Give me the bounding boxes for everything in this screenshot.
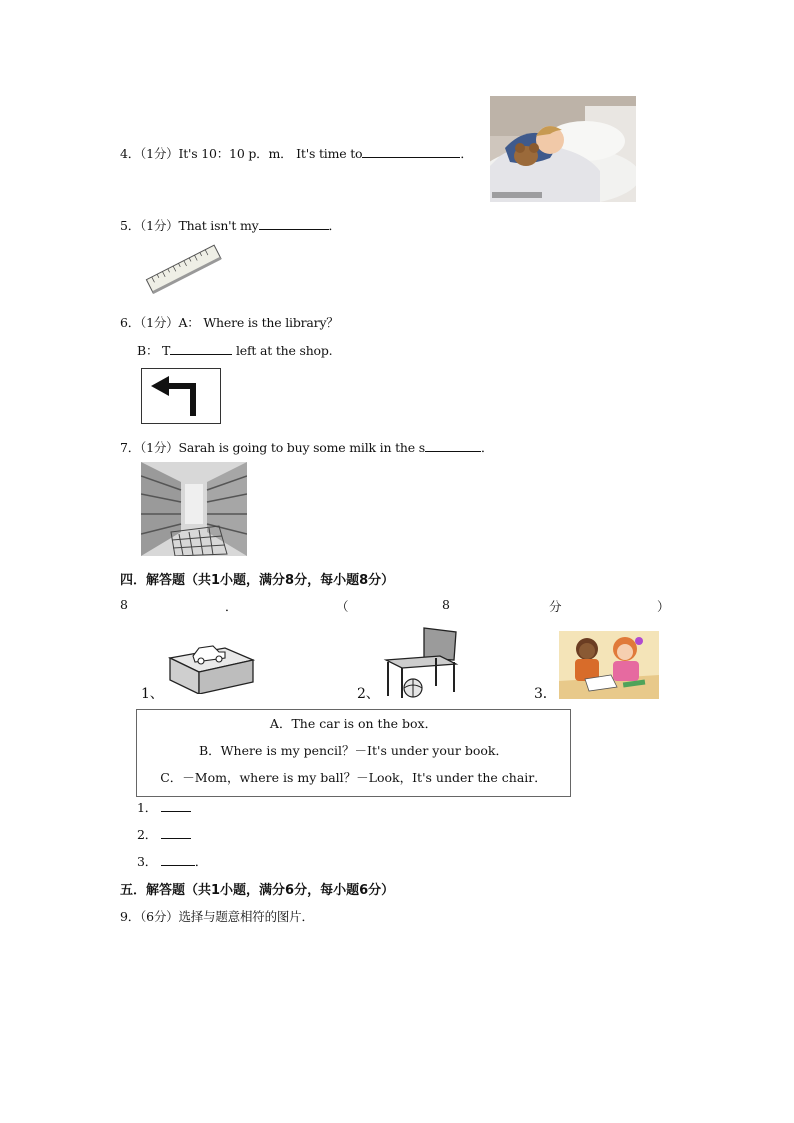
- car-on-box-image: [165, 634, 255, 694]
- question-6-b: [137, 341, 332, 359]
- question-8-score: 8: [442, 597, 450, 612]
- option-c: C．－Mom，where is my ball？－Look，It's under the chair．: [160, 770, 547, 785]
- section-5-heading: 五．解答题（共1小题，满分6分，每小题6分）: [120, 883, 395, 898]
- option-b: B．Where is my pencil？－It's under your book．: [199, 743, 508, 758]
- picture-label-3: 3．: [534, 686, 557, 702]
- question-number: 4．（1分）: [120, 146, 179, 161]
- question-5: [120, 216, 341, 234]
- question-text: That isn't my: [178, 218, 259, 233]
- period: ．: [460, 146, 473, 161]
- answer-blank[interactable]: [170, 342, 232, 355]
- question-7: [120, 438, 493, 456]
- question-8-rparen: ）: [657, 599, 670, 614]
- question-text: Sarah is going to buy some milk in the s: [178, 440, 425, 455]
- question-8-lparen: （: [336, 599, 349, 614]
- question-8-unit: 分: [549, 599, 562, 614]
- question-6: [120, 313, 339, 331]
- question-text: It's 10：10 p．m． It's time to: [178, 146, 363, 161]
- question-8-dot: ．: [225, 599, 238, 614]
- question-number: 6．（1分）: [120, 315, 179, 330]
- answer-line-3: [137, 852, 207, 870]
- answer-blank[interactable]: [161, 799, 191, 812]
- question-number: 5．（1分）: [120, 218, 179, 233]
- question-number: 9．（6分）: [120, 909, 179, 924]
- answer-blank[interactable]: [161, 826, 191, 839]
- picture-label-2: 2、: [357, 686, 380, 702]
- picture-label-1: 1、: [141, 686, 164, 702]
- sleeping-child-photo: [490, 96, 636, 202]
- supermarket-photo: [141, 462, 247, 556]
- answer-line-1: [137, 798, 191, 816]
- options-box: [136, 709, 571, 797]
- answer-line-2: [137, 825, 191, 843]
- question-8-number: 8: [120, 597, 128, 612]
- question-4: [120, 144, 473, 162]
- question-text-b-end: left at the shop.: [232, 343, 333, 358]
- answer-blank[interactable]: [425, 439, 481, 452]
- question-text-b: B： T: [137, 343, 171, 358]
- kids-pencil-book-image: [559, 631, 659, 699]
- period: ．: [328, 218, 341, 233]
- question-text: 选择与题意相符的图片．: [178, 909, 314, 924]
- ball-under-chair-image: [380, 626, 460, 698]
- section-4-heading: 四．解答题（共1小题，满分8分，每小题8分）: [120, 573, 395, 588]
- option-a: A．The car is on the box．: [269, 716, 438, 731]
- answer-blank[interactable]: [259, 217, 329, 230]
- answer-blank[interactable]: [161, 853, 195, 866]
- answer-number: 2．: [137, 827, 158, 842]
- question-text-a: A： Where is the library？: [178, 315, 339, 330]
- answer-number: 1．: [137, 800, 158, 815]
- period: ．: [194, 854, 208, 869]
- question-9: [120, 907, 314, 925]
- answer-blank[interactable]: [362, 145, 460, 158]
- turn-left-arrow-icon: [141, 368, 221, 424]
- period: ．: [480, 440, 494, 455]
- question-number: 7．（1分）: [120, 440, 179, 455]
- answer-number: 3．: [137, 854, 158, 869]
- ruler-image: [142, 242, 224, 298]
